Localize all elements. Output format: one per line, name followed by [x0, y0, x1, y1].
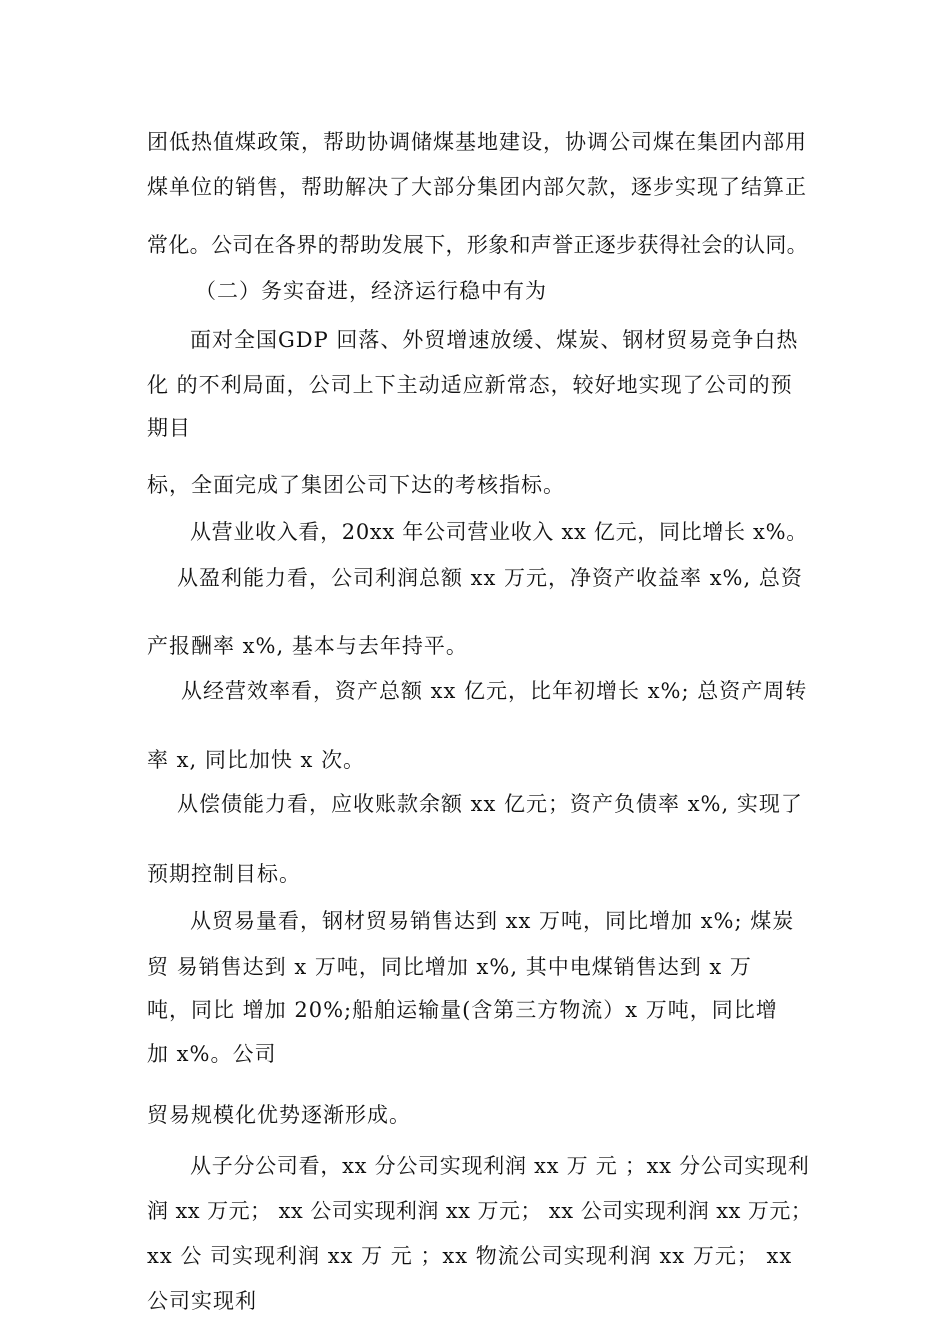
text-line-24: 公司实现利	[147, 1289, 257, 1313]
text-line-19: 加 x%。公司	[147, 1042, 277, 1066]
text-line-5: 面对全国GDP 回落、外贸增速放缓、煤炭、钢材贸易竞争白热	[190, 328, 799, 352]
text-line-7: 期目	[147, 416, 191, 440]
text-line-13: 率 x, 同比加快 x 次。	[147, 748, 366, 772]
text-line-11: 产报酬率 x%, 基本与去年持平。	[147, 634, 468, 658]
text-line-8: 标，全面完成了集团公司下达的考核指标。	[147, 473, 565, 497]
text-line-21: 从子分公司看，xx 分公司实现利润 xx 万 元 ；xx 分公司实现利	[190, 1154, 810, 1178]
text-line-16: 从贸易量看，钢材贸易销售达到 xx 万吨，同比增加 x%; 煤炭	[190, 909, 795, 933]
text-line-17: 贸 易销售达到 x 万吨，同比增加 x%, 其中电煤销售达到 x 万	[147, 955, 752, 979]
text-line-3: 常化。公司在各界的帮助发展下，形象和声誉正逐步获得社会的认同。	[147, 233, 808, 257]
section-heading: （二）务实奋进，经济运行稳中有为	[195, 279, 547, 303]
text-line-14: 从偿债能力看，应收账款余额 xx 亿元；资产负债率 x%, 实现了	[177, 792, 803, 816]
text-line-22: 润 xx 万元； xx 公司实现利润 xx 万元； xx 公司实现利润 xx 万元；	[147, 1199, 813, 1223]
text-line-18: 吨，同比 增加 20%;船舶运输量(含第三方物流）x 万吨，同比增	[147, 998, 778, 1022]
text-line-10: 从盈利能力看，公司利润总额 xx 万元，净资产收益率 x%, 总资	[177, 566, 803, 590]
text-line-12: 从经营效率看，资产总额 xx 亿元，比年初增长 x%; 总资产周转	[181, 679, 808, 703]
text-line-9: 从营业收入看，20xx 年公司营业收入 xx 亿元，同比增长 x%。	[190, 520, 808, 544]
text-line-2: 煤单位的销售，帮助解决了大部分集团内部欠款，逐步实现了结算正	[147, 175, 807, 199]
text-line-23: xx 公 司实现利润 xx 万 元 ；xx 物流公司实现利润 xx 万元； xx	[147, 1244, 793, 1268]
text-line-6: 化 的不利局面，公司上下主动适应新常态，较好地实现了公司的预	[147, 373, 793, 397]
text-line-20: 贸易规模化优势逐渐形成。	[147, 1103, 411, 1127]
text-line-15: 预期控制目标。	[147, 862, 301, 886]
text-line-1: 团低热值煤政策，帮助协调储煤基地建设，协调公司煤在集团内部用	[147, 130, 807, 154]
